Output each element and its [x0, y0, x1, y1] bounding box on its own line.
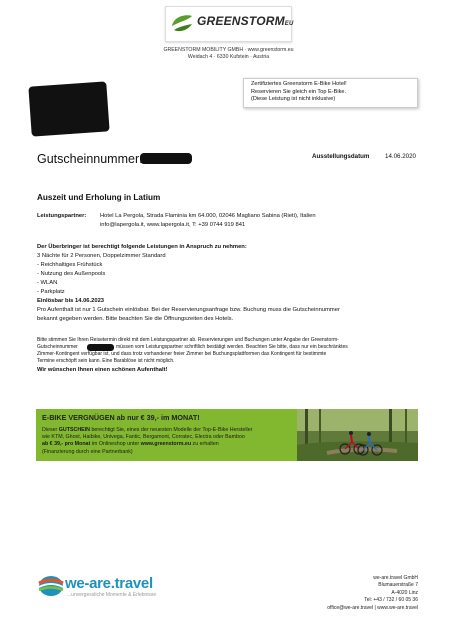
- ebike-banner-text: [42, 427, 297, 456]
- we-are-travel-logo-icon: [38, 575, 64, 597]
- partner-address: Hotel La Pergola, Strada Flaminia km 64.000, 02046 Magliano Sabina (Rieti), Italien: [100, 213, 316, 219]
- footer-contact-line[interactable]: office@we-are.travel | www.we-are.travel: [327, 604, 418, 611]
- service-item: 3 Nächte für 2 Personen, Doppelzimmer Standard: [37, 253, 166, 259]
- company-address: Weidach 4 · 6330 Kufstein · Austria: [187, 54, 270, 60]
- footer-address-line: Tel: +43 / 732 / 60 05 36: [364, 597, 418, 604]
- fine-print-line: müssen vom Leistungspartner schriftlich bestätigt werden. Beachten Sie bitte, dass nur ein beschränktes: [116, 344, 348, 350]
- hotel-box-line3: (Diese Leistung ist nicht inklusive): [251, 96, 336, 102]
- partner-contact: info@lapergola.it, www.lapergola.it, T: +39 0744 919 841: [100, 222, 246, 228]
- ebike-line: wie KTM, Ghost, Haibike, Univega, Fantic, Bergamont, Corratec, Electra oder Bamboo: [42, 434, 245, 441]
- service-item: - Parkplatz: [37, 289, 65, 295]
- we-are-travel-tagline: ...unvergessliche Momente & Erlebnisse: [67, 592, 157, 598]
- fine-print-line: Gutscheinnummer: [37, 344, 78, 350]
- redacted-voucher-number: [140, 153, 192, 164]
- ebike-banner-title: E-BIKE VERGNÜGEN ab nur € 39,- im MONAT!: [42, 413, 200, 422]
- fine-print-line: Termine erschöpft sein kann. Eine Barablöse ist nicht möglich.: [37, 358, 175, 364]
- ebike-forest-photo: [297, 409, 418, 461]
- voucher-number-label: Gutscheinnummer:: [37, 152, 143, 166]
- company-info: [0, 47, 457, 61]
- voucher-title: Auszeit und Erholung in Latium: [37, 193, 161, 202]
- ebike-line: Dieser GUTSCHEIN berechtigt Sie, eines der neuesten Modelle der Top-E-Bike Hersteller: [42, 427, 253, 433]
- service-item: - Nutzung des Außenpools: [37, 271, 106, 277]
- footer-address-line: A-4020 Linz: [391, 589, 418, 596]
- closing-wish: Wir wünschen Ihnen einen schönen Aufenthalt!: [37, 367, 168, 373]
- we-are-travel-brand: we-are.travel: [65, 575, 153, 592]
- logo-text: GREENSTORMEU: [197, 14, 294, 28]
- fine-print-line: Bitte stimmen Sie Ihren Reisetermin direkt mit dem Leistungspartner ab. Reservierungen und Buchungen unter Angabe der Greenstorm-: [37, 337, 339, 343]
- service-item: - WLAN: [37, 280, 58, 286]
- note-line: bekannt gegeben werden. Bitte beachten Sie die Öffnungszeiten des Hotels.: [37, 316, 234, 322]
- greenstorm-link[interactable]: www.greenstorm.eu: [140, 441, 192, 448]
- footer-address-line: we-are.travel GmbH: [373, 575, 418, 581]
- service-item: - Reichhaltiges Frühstück: [37, 262, 103, 268]
- partner-label: Leistungspartner:: [37, 213, 87, 219]
- issue-date-value: 14.06.2020: [385, 153, 416, 160]
- hotel-box-line2: Reservieren Sie gleich ein Top E-Bike.: [251, 88, 347, 95]
- footer-address-line: Blumauerstraße 7: [378, 582, 418, 589]
- footer-address: [310, 575, 418, 612]
- certified-hotel-box: [243, 78, 418, 108]
- issue-date-label: Ausstellungsdatum: [312, 153, 370, 160]
- entitled-heading: Der Überbringer ist berechtigt folgende Leistungen in Anspruch zu nehmen:: [37, 244, 247, 250]
- ebike-line: ab € 39,- pro Monat im Onlineshop unter www.greenstorm.eu zu erhalten: [42, 441, 219, 448]
- redacted-voucher-number-inline: [87, 344, 114, 351]
- fine-print-line: Zimmer-Kontingent verfügbar ist, und dass trotz vorhandener freier Zimmer bei Buchungsplattformen das Kontingent für bestimmte: [37, 351, 327, 357]
- greenstorm-leaf-icon: [170, 12, 194, 34]
- redeem-until: Einlösbar bis 14.06.2023: [37, 298, 105, 304]
- ebike-line: (Finanzierung durch eine Partnerbank): [42, 448, 133, 455]
- company-line: GREENSTORM MOBILITY GMBH · www.greenstorm.eu: [163, 47, 294, 53]
- hotel-box-line1: Zertifiziertes Greenstorm E-Bike Hotel!: [251, 81, 347, 87]
- note-line: Pro Aufenthalt ist nur 1 Gutschein einlösbar. Bei der Reservierungsanfrage bzw. Buchung muss die Gutscheinnummer: [37, 307, 340, 313]
- redacted-address: [28, 81, 109, 136]
